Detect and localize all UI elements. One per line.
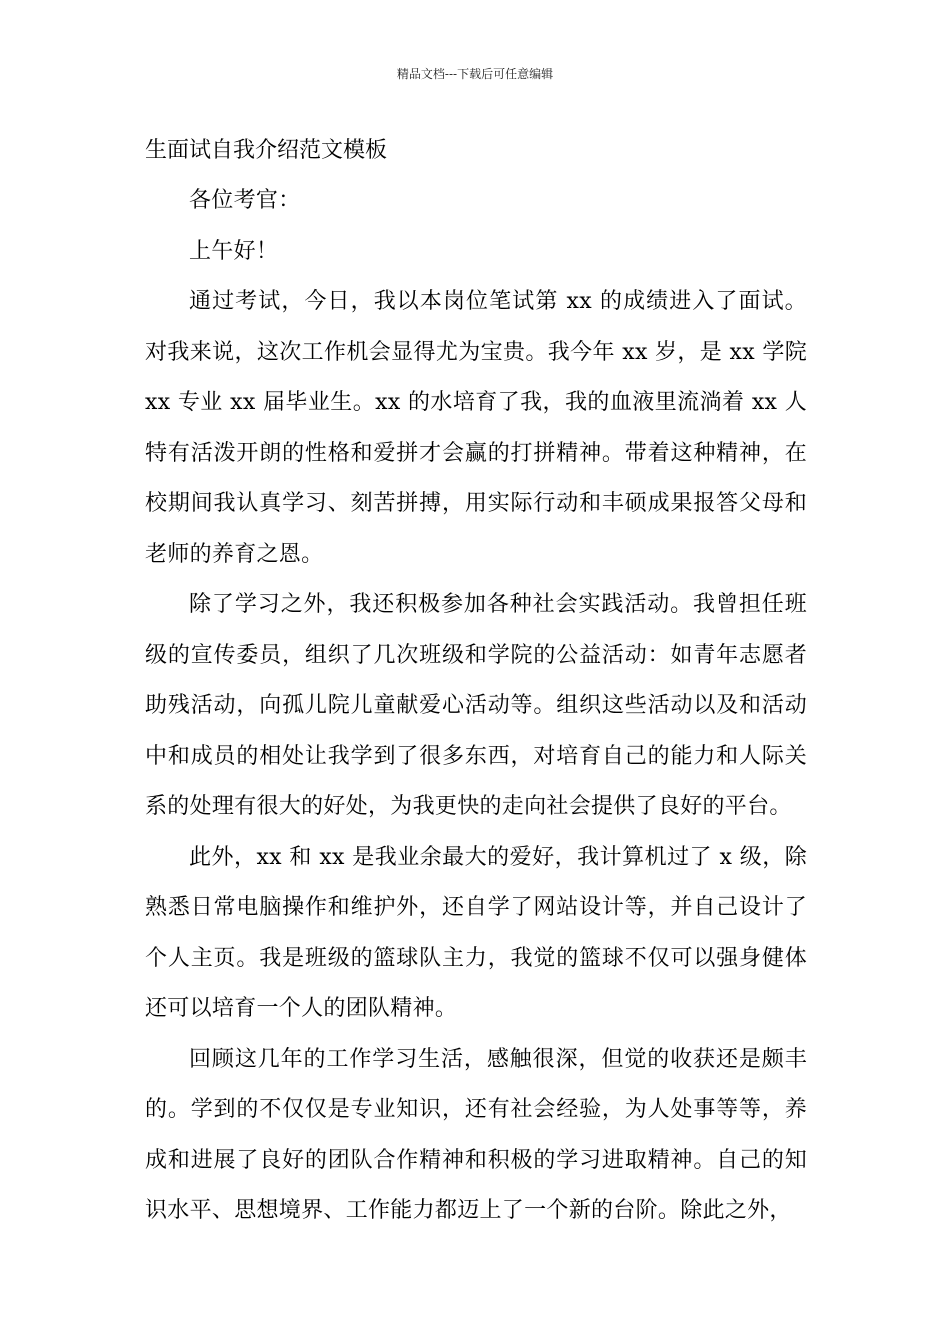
paragraph-intro: 通过考试，今日，我以本岗位笔试第 xx 的成绩进入了面试。对我来说，这次工作机会显得尤为宝贵。我今年 xx 岁，是 xx 学院 xx 专业 xx 届毕业生。xx 的水培育了我，我的血液里流淌着 xx 人特有活泼开朗的性格和爱拼才会赢的打拼精神。带着这种精神，在校期间我认真学习、刻苦拼搏，用实际行动和丰硕成果报答父母和老师的养育之恩。	[145, 289, 807, 567]
document-body	[145, 126, 807, 1237]
page-header: 精品文档---下载后可任意编辑	[396, 67, 554, 81]
paragraph-activities: 除了学习之外，我还积极参加各种社会实践活动。我曾担任班级的宣传委员，组织了几次班级和学院的公益活动：如青年志愿者助残活动，向孤儿院儿童献爱心活动等。组织这些活动以及和活动中和成员的相处让我学到了很多东西，对培育自己的能力和人际关系的处理有很大的好处，为我更快的走向社会提供了良好的平台。	[145, 592, 807, 819]
salutation: 各位考官：	[189, 188, 301, 213]
document-title: 生面试自我介绍范文模板	[145, 138, 388, 163]
greeting: 上午好！	[189, 238, 279, 264]
paragraph-hobbies: 此外，xx 和 xx 是我业余最大的爱好，我计算机过了 x 级，除熟悉日常电脑操作和维护外，还自学了网站设计等，并自己设计了个人主页。我是班级的篮球队主力，我觉的篮球不仅可以强身健体还可以培育一个人的团队精神。	[145, 844, 807, 1021]
paragraph-review: 回顾这几年的工作学习生活，感触很深，但觉的收获还是颇丰的。学到的不仅仅是专业知识，还有社会经验，为人处事等等，养成和进展了良好的团队合作精神和积极的学习进取精神。自己的知识水平、思想境界、工作能力都迈上了一个新的台阶。除此之外，	[145, 1046, 807, 1223]
